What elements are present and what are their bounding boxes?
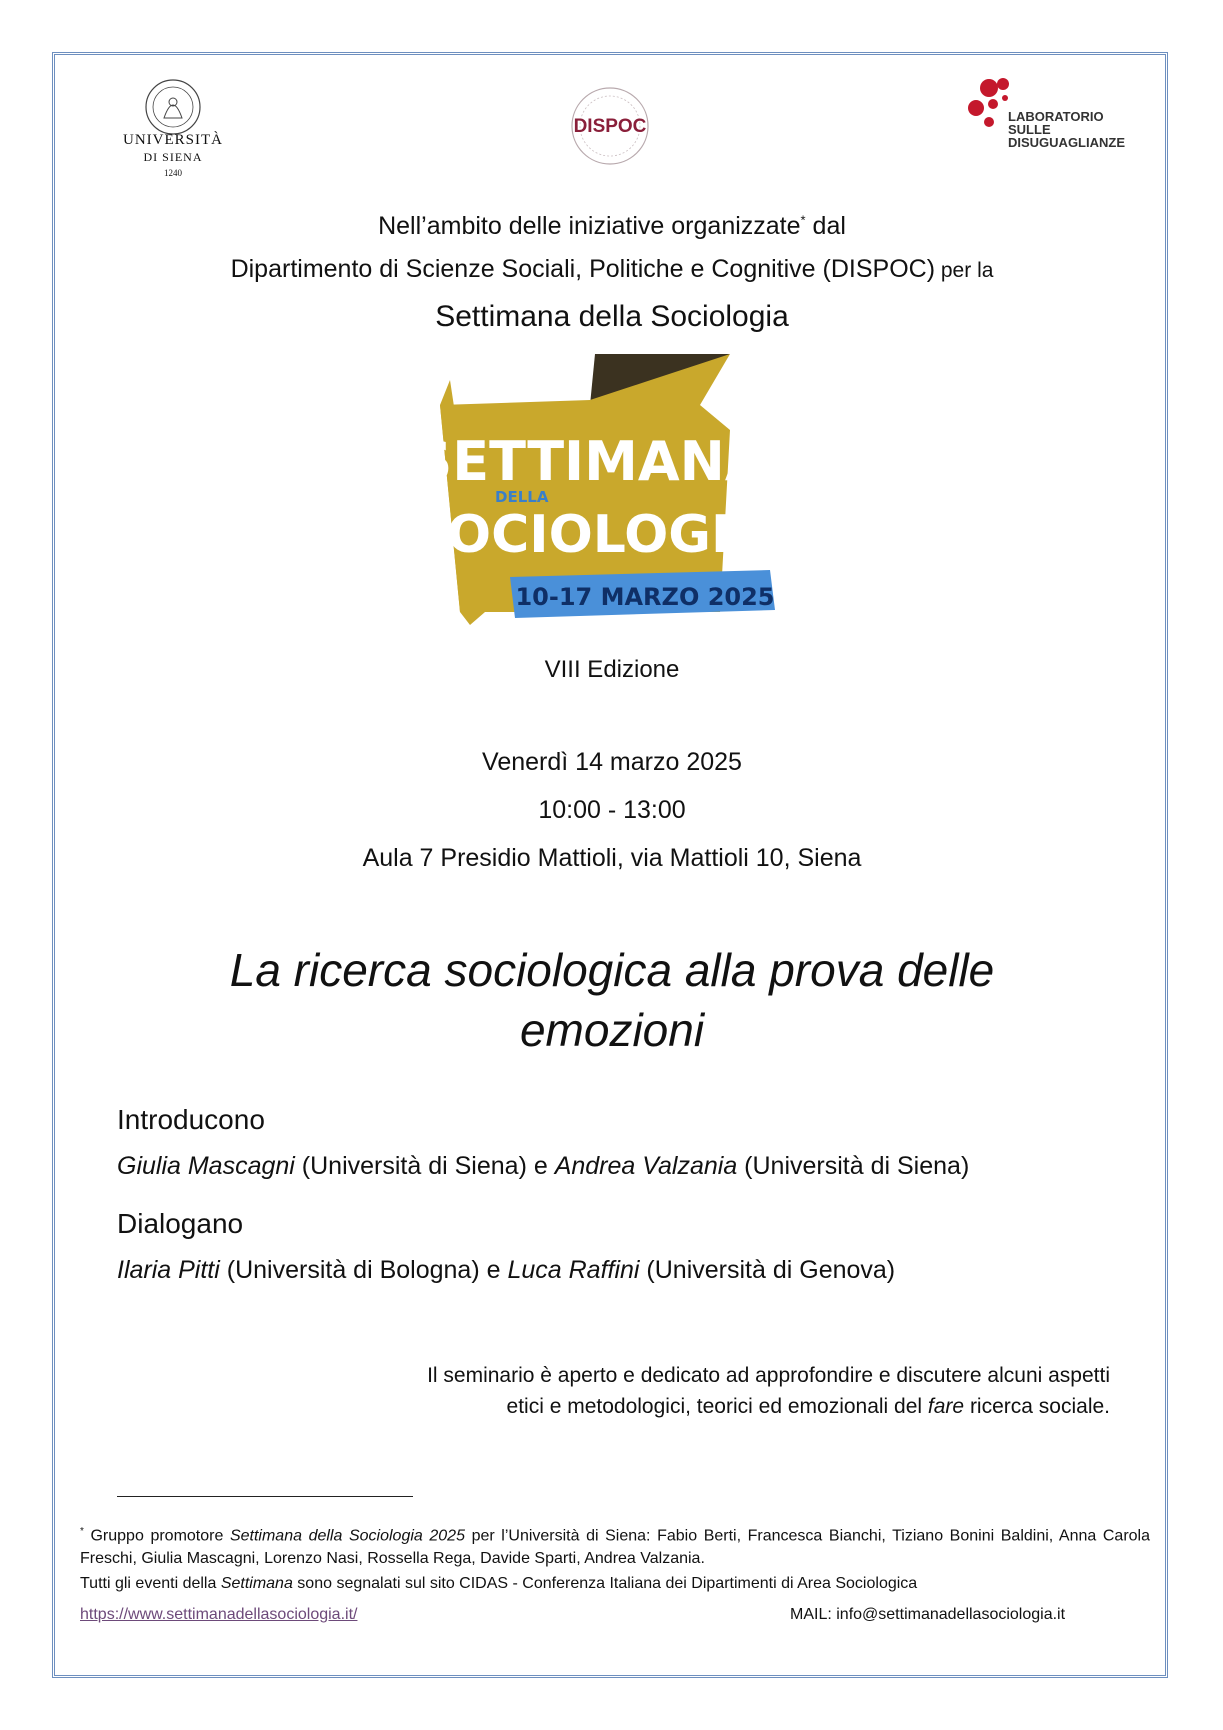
footnote-divider bbox=[117, 1496, 413, 1497]
event-time: 10:00 - 13:00 bbox=[538, 796, 686, 824]
footnote-cidas: Tutti gli eventi della Settimana sono segnalati sul sito CIDAS - Conferenza Italiana dei Dipartimenti di Area Sociologica bbox=[80, 1575, 918, 1592]
university-seal-icon bbox=[144, 78, 202, 136]
laboratorio-disuguaglianze-logo bbox=[965, 74, 1145, 154]
footnote-marker: * bbox=[800, 212, 806, 228]
footnote-text: * Gruppo promotore Settimana della Sociologia 2025 per l’Università di Siena: Fabio Berti, Francesca Bianchi, Tiziano Bonini Baldini, Anna Carola Freschi, Giulia Mascagni, Lorenzo Nasi, Rossella Rega, Davide Sparti, Andrea Valzania. bbox=[80, 1526, 1151, 1568]
intro-line-2: Dipartimento di Scienze Sociali, Politiche e Cognitive (DISPOC) per la bbox=[230, 255, 994, 283]
settimana-sociologia-logo bbox=[440, 350, 790, 655]
red-dots-icon bbox=[965, 74, 1013, 144]
event-logo-graphic bbox=[440, 350, 790, 655]
intro-line-1: Nell’ambito delle iniziative organizzate* dal bbox=[378, 212, 846, 240]
edition-label: VIII Edizione bbox=[544, 656, 680, 683]
unisi-year: 1240 bbox=[164, 168, 182, 178]
contact-email: MAIL: info@settimanadellasociologia.it bbox=[790, 1606, 1066, 1623]
lab-line-1: LABORATORIO bbox=[1008, 109, 1104, 124]
introducono-speakers: Giulia Mascagni (Università di Siena) e Andrea Valzania (Università di Siena) bbox=[117, 1152, 970, 1180]
university-of-siena-logo bbox=[118, 78, 228, 188]
dispoc-label: DISPOC bbox=[573, 116, 647, 137]
dispoc-logo bbox=[555, 78, 665, 178]
lab-line-3: DISUGUAGLIANZE bbox=[1008, 135, 1125, 150]
event-title: La ricerca sociologica alla prova delle emozioni bbox=[229, 944, 995, 1056]
website-link[interactable]: https://www.settimanadellasociologia.it/ bbox=[80, 1606, 358, 1623]
event-word-2: DELLA bbox=[495, 488, 549, 506]
intro-heading: Settimana della Sociologia bbox=[435, 300, 789, 333]
event-word-3: SOCIOLOGIA bbox=[440, 505, 771, 565]
dialogano-speakers: Ilaria Pitti (Università di Bologna) e Luca Raffini (Università di Genova) bbox=[117, 1256, 896, 1284]
event-place: Aula 7 Presidio Mattioli, via Mattioli 10, Siena bbox=[362, 844, 862, 872]
lab-line-2: SULLE bbox=[1008, 122, 1051, 137]
event-dates: 10-17 MARZO 2025 bbox=[515, 583, 775, 611]
seminar-note: Il seminario è aperto e dedicato ad approfondire e discutere alcuni aspetti etici e metodologici, teorici ed emozionali del fare ricerca sociale. bbox=[427, 1364, 1110, 1418]
introducono-label: Introducono bbox=[117, 1104, 265, 1135]
unisi-sub: DI SIENA bbox=[143, 150, 203, 164]
dialogano-label: Dialogano bbox=[117, 1208, 244, 1239]
event-word-1: SETTIMANA bbox=[440, 430, 767, 493]
unisi-name: UNIVERSITÀ bbox=[123, 132, 223, 148]
event-date: Venerdì 14 marzo 2025 bbox=[482, 748, 742, 776]
